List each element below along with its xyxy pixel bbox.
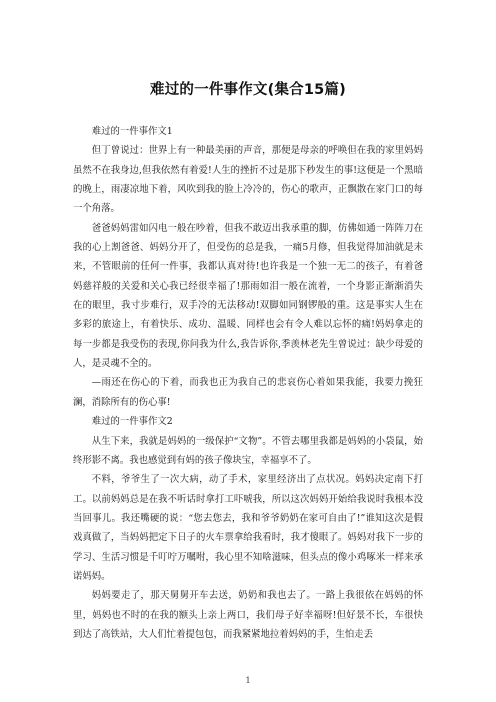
document-body [73, 122, 423, 644]
paragraph: 爸爸妈妈雷如闪电一般在吵着，但我不敢迈出我承重的脚，仿佛如通一阵阵刀在我的心上割爸爸、妈妈分开了，但受伤的总是我，一痛5月修，但我觉得加油就是未来，不管眼前的任何一件事，我都认真对待!也许我是一个独一无二的孩子，有着爸妈慈祥般的关爱和关心我已经很幸福了!那雨如泪一般在流着，一个身影正渐渐消失在的眼里，我寸步难行，双手冷的无法移动!双脚如同钢锣般的重。这是事实人生在多彩的旅途上，有着快乐、成功、温暖、同样也会有令人难以忘怀的痛!妈妈拿走的每一步都是我受伤的表现,你问我为什么,我告诉你,季羡林老先生曾说过：缺少母爱的人，是灵魂不全的。 [73, 222, 423, 370]
section-heading-2: 难过的一件事作文2 [91, 416, 173, 428]
section-heading-1: 难过的一件事作文1 [91, 126, 173, 137]
document-title: 难过的一件事作文(集合15篇) [150, 82, 346, 98]
paragraph: 不料，爷爷生了一次大病，动了手术，家里经济出了点状况。妈妈决定南下打工。以前妈妈总是在我不听话时拿打工吓唬我，所以这次妈妈开始给我说时我根本没当回事儿。我还嘴硬的说：“您去您去，我和爷爷奶奶在家可自由了!”谁知这次是假戏真做了，当妈妈把定下日子的火车票拿给我看时，我才傻眼了。妈妈对我下一步的学习、生活习惯是千叮咛万嘱咐，我心里不知啥滋味，但头点的像小鸡啄米一样来承诺妈妈。 [73, 474, 423, 582]
paragraph: 从生下来，我就是妈妈的一级保护“文物”。不管去哪里我都是妈妈的小袋鼠，始终形影不离。我也感觉到有妈的孩子像块宝，幸福享不了。 [73, 435, 423, 466]
paragraph: —雨还在伤心的下着，而我也正为我自己的悲哀伤心着如果我能，我要力挽狂澜，消除所有的伤心事! [73, 377, 423, 408]
page-number: 1 [245, 676, 251, 685]
paragraph: 妈妈要走了，那天舅舅开车去送，奶奶和我也去了。一路上我很依在妈妈的怀里，妈妈也不时的在我的额头上亲上两口，我们母子好幸福呀!但好景不长，车很快到达了高铁站，大人们忙着提包包，而我紧紧地拉着妈妈的手，生怕走丢 [73, 590, 423, 640]
paragraph: 但丁曾说过：世界上有一种最美丽的声音，那便是母亲的呼唤但在我的家里妈妈虽然不在我身边,但我依然有着爱!人生的挫折不过是那下秒发生的事!这便是一个黑暗的晚上，雨凄凉地下着，风吹到我的脸上冷冷的，伤心的歌声，正飘散在家门口的每一个角落。 [73, 145, 423, 215]
